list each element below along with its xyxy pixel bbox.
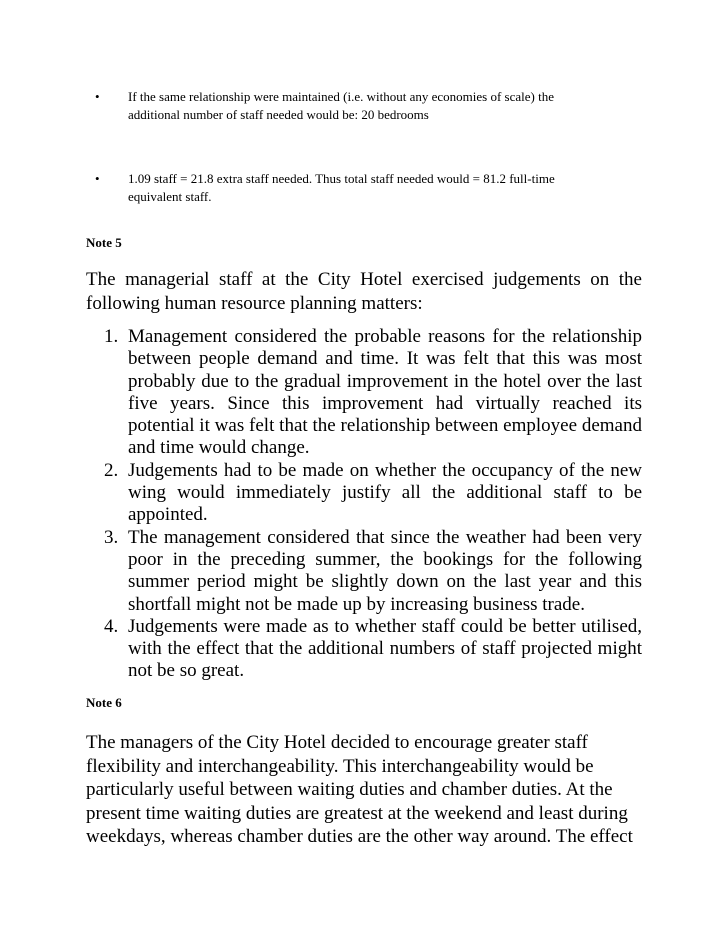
list-item-text: Judgements had to be made on whether the occupancy of the new wing would immediately justify all the additional staff to be appointed. [128, 459, 642, 526]
list-item-text: Judgements were made as to whether staff could be better utilised, with the effect that the additional numbers of staff projected might not be so great. [128, 615, 642, 682]
bullet-marker: • [95, 89, 100, 104]
note-5-heading: Note 5 [86, 235, 122, 250]
bullet-text: If the same relationship were maintained (i.e. without any economies of scale) the additional number of staff needed would be: 20 bedrooms [128, 89, 554, 122]
list-number: 1. [104, 326, 119, 347]
list-item [0, 460, 728, 527]
note-6-paragraph: The managers of the City Hotel decided to encourage greater staff flexibility and interchangeability. This interchangeability would be particularly useful between waiting duties and chamber duties. At the present time waiting duties are greatest at the weekend and least during weekdays, whereas chamber duties are the other way around. The effect [86, 732, 633, 847]
numbered-list [0, 326, 728, 683]
list-item [0, 616, 728, 683]
note-5-intro: The managerial staff at the City Hotel exercised judgements on the following human resource planning matters: [86, 269, 642, 314]
list-item-text: Management considered the probable reasons for the relationship between people demand and time. It was felt that this was most probably due to the gradual improvement in the hotel over the last five years. Since this improvement had virtually reached its potential it was felt that the relationship between employee demand and time would change. [128, 326, 642, 459]
list-item [0, 527, 728, 616]
list-number: 3. [104, 526, 119, 548]
list-number: 2. [104, 459, 119, 481]
list-item-text: The management considered that since the weather had been very poor in the preceding summer, the bookings for the following summer period might be slightly down on the last year and this shortfall might not be made up by increasing business trade. [128, 526, 642, 615]
bullet-text: 1.09 staff = 21.8 extra staff needed. Thus total staff needed would = 81.2 full-time equivalent staff. [128, 171, 555, 204]
list-item [0, 326, 728, 460]
list-number: 4. [104, 615, 119, 637]
note-6-heading: Note 6 [86, 695, 122, 710]
bullet-marker: • [95, 171, 100, 186]
